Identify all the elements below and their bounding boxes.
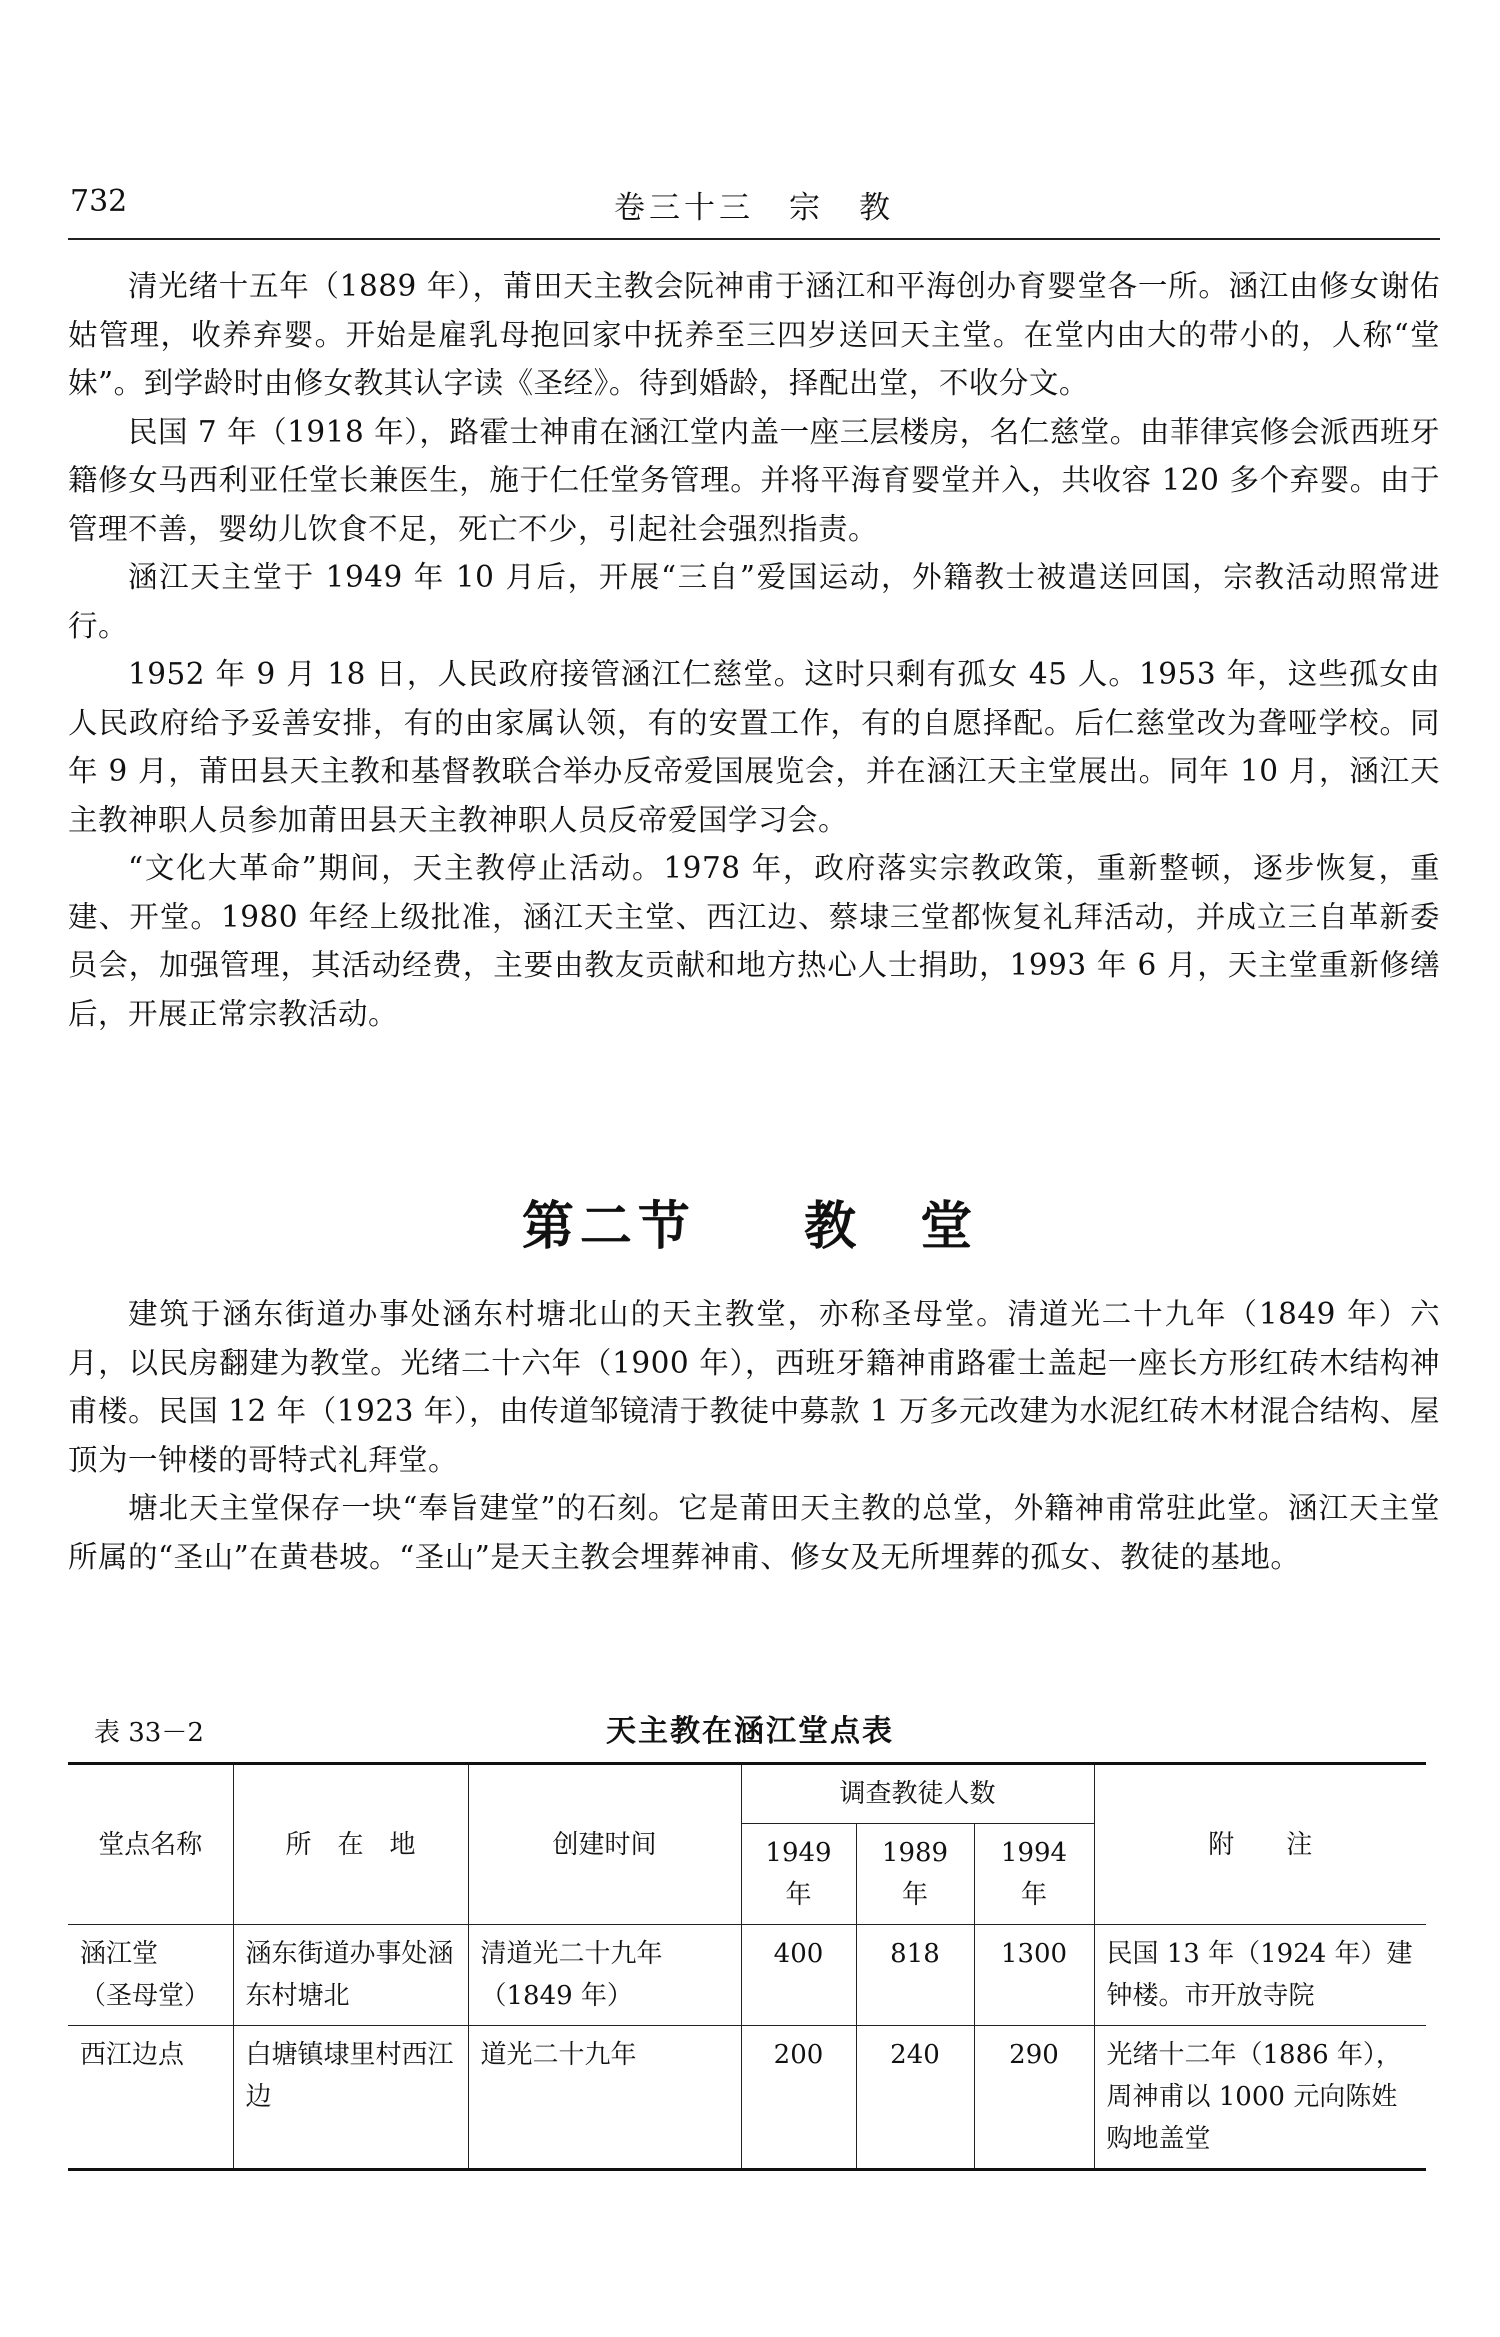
table-header-row <box>68 1764 1426 1824</box>
church-sites-table <box>68 1762 1426 2171</box>
section-number: 第二节 <box>521 1196 696 1257</box>
paragraph: 民国 7 年（1918 年），路霍士神甫在涵江堂内盖一座三层楼房，名仁慈堂。由菲律宾修会派西班牙籍修女马西利亚任堂长兼医生，施于仁任堂务管理。并将平海育婴堂并入，共收容 120 多个弃婴。由于管理不善，婴幼儿饮食不足，死亡不少，引起社会强烈指责。 <box>68 414 1440 546</box>
header-founded: 创建时间 <box>468 1764 741 1925</box>
cell-1994: 1300 <box>974 1925 1094 2026</box>
header-name: 堂点名称 <box>68 1764 233 1925</box>
section-title <box>0 1184 1500 1259</box>
cell-location: 涵东街道办事处涵东村塘北 <box>233 1925 468 2026</box>
paragraph: 建筑于涵东街道办事处涵东村塘北山的天主教堂，亦称圣母堂。清道光二十九年（1849 年）六月，以民房翻建为教堂。光绪二十六年（1900 年），西班牙籍神甫路霍士盖起一座长方形红砖木结构神甫楼。民国 12 年（1923 年），由传道邹镜清于教徒中募款 1 万多元改建为水泥红砖木材混合结构、屋顶为一钟楼的哥特式礼拜堂。 <box>68 1297 1440 1477</box>
cell-1949: 200 <box>741 2026 856 2170</box>
page-number: 732 <box>70 184 128 219</box>
running-title: 卷三十三 宗 教 <box>614 190 894 226</box>
paragraph: 1952 年 9 月 18 日，人民政府接管涵江仁慈堂。这时只剩有孤女 45 人。1953 年，这些孤女由人民政府给予妥善安排，有的由家属认领，有的安置工作，有的自愿择配。后仁慈堂改为聋哑学校。同年 9 月，莆田县天主教和基督教联合举办反帝爱国展览会，并在涵江天主堂展出。同年 10 月，涵江天主教神职人员参加莆田县天主教神职人员反帝爱国学习会。 <box>68 657 1440 837</box>
header-1989: 1989 年 <box>856 1824 974 1925</box>
cell-1949: 400 <box>741 1925 856 2026</box>
table-label: 表 33－2 <box>94 1718 204 1748</box>
cell-1989: 818 <box>856 1925 974 2026</box>
body-text-top <box>68 262 1440 1038</box>
cell-1994: 290 <box>974 2026 1094 2170</box>
paragraph: 涵江天主堂于 1949 年 10 月后，开展“三自”爱国运动，外籍教士被遣送回国，宗教活动照常进行。 <box>68 560 1440 643</box>
cell-notes: 民国 13 年（1924 年）建钟楼。市开放寺院 <box>1094 1925 1426 2026</box>
paragraph: 塘北天主堂保存一块“奉旨建堂”的石刻。它是莆田天主教的总堂，外籍神甫常驻此堂。涵江天主堂所属的“圣山”在黄巷坡。“圣山”是天主教会埋葬神甫、修女及无所埋葬的孤女、教徒的基地。 <box>68 1491 1440 1574</box>
section-name: 教 堂 <box>804 1196 979 1257</box>
page-header <box>68 178 1440 240</box>
cell-founded: 道光二十九年 <box>468 2026 741 2170</box>
cell-name: 西江边点 <box>68 2026 233 2170</box>
paragraph: “文化大革命”期间，天主教停止活动。1978 年，政府落实宗教政策，重新整顿，逐步恢复，重建、开堂。1980 年经上级批准，涵江天主堂、西江边、蔡埭三堂都恢复礼拜活动，并成立三自革新委员会，加强管理，其活动经费，主要由教友贡献和地方热心人士捐助，1993 年 6 月，天主堂重新修缮后，开展正常宗教活动。 <box>68 851 1440 1031</box>
paragraph: 清光绪十五年（1889 年），莆田天主教会阮神甫于涵江和平海创办育婴堂各一所。涵江由修女谢佑姑管理，收养弃婴。开始是雇乳母抱回家中抚养至三四岁送回天主堂。在堂内由大的带小的，人称“堂妹”。到学龄时由修女教其认字读《圣经》。待到婚龄，择配出堂，不收分文。 <box>68 269 1440 400</box>
body-text-section <box>68 1290 1440 1581</box>
cell-name: 涵江堂 （圣母堂） <box>68 1925 233 2026</box>
cell-location: 白塘镇埭里村西江边 <box>233 2026 468 2170</box>
header-1994: 1994 年 <box>974 1824 1094 1925</box>
table-row <box>68 1925 1426 2026</box>
cell-founded: 清道光二十九年（1849 年） <box>468 1925 741 2026</box>
table-title: 天主教在涵江堂点表 <box>606 1714 894 1749</box>
cell-1989: 240 <box>856 2026 974 2170</box>
header-location: 所 在 地 <box>233 1764 468 1925</box>
header-notes: 附 注 <box>1094 1764 1426 1925</box>
table-row <box>68 2026 1426 2170</box>
header-survey: 调查教徒人数 <box>741 1764 1094 1824</box>
cell-notes: 光绪十二年（1886 年），周神甫以 1000 元向陈姓购地盖堂 <box>1094 2026 1426 2170</box>
header-1949: 1949 年 <box>741 1824 856 1925</box>
